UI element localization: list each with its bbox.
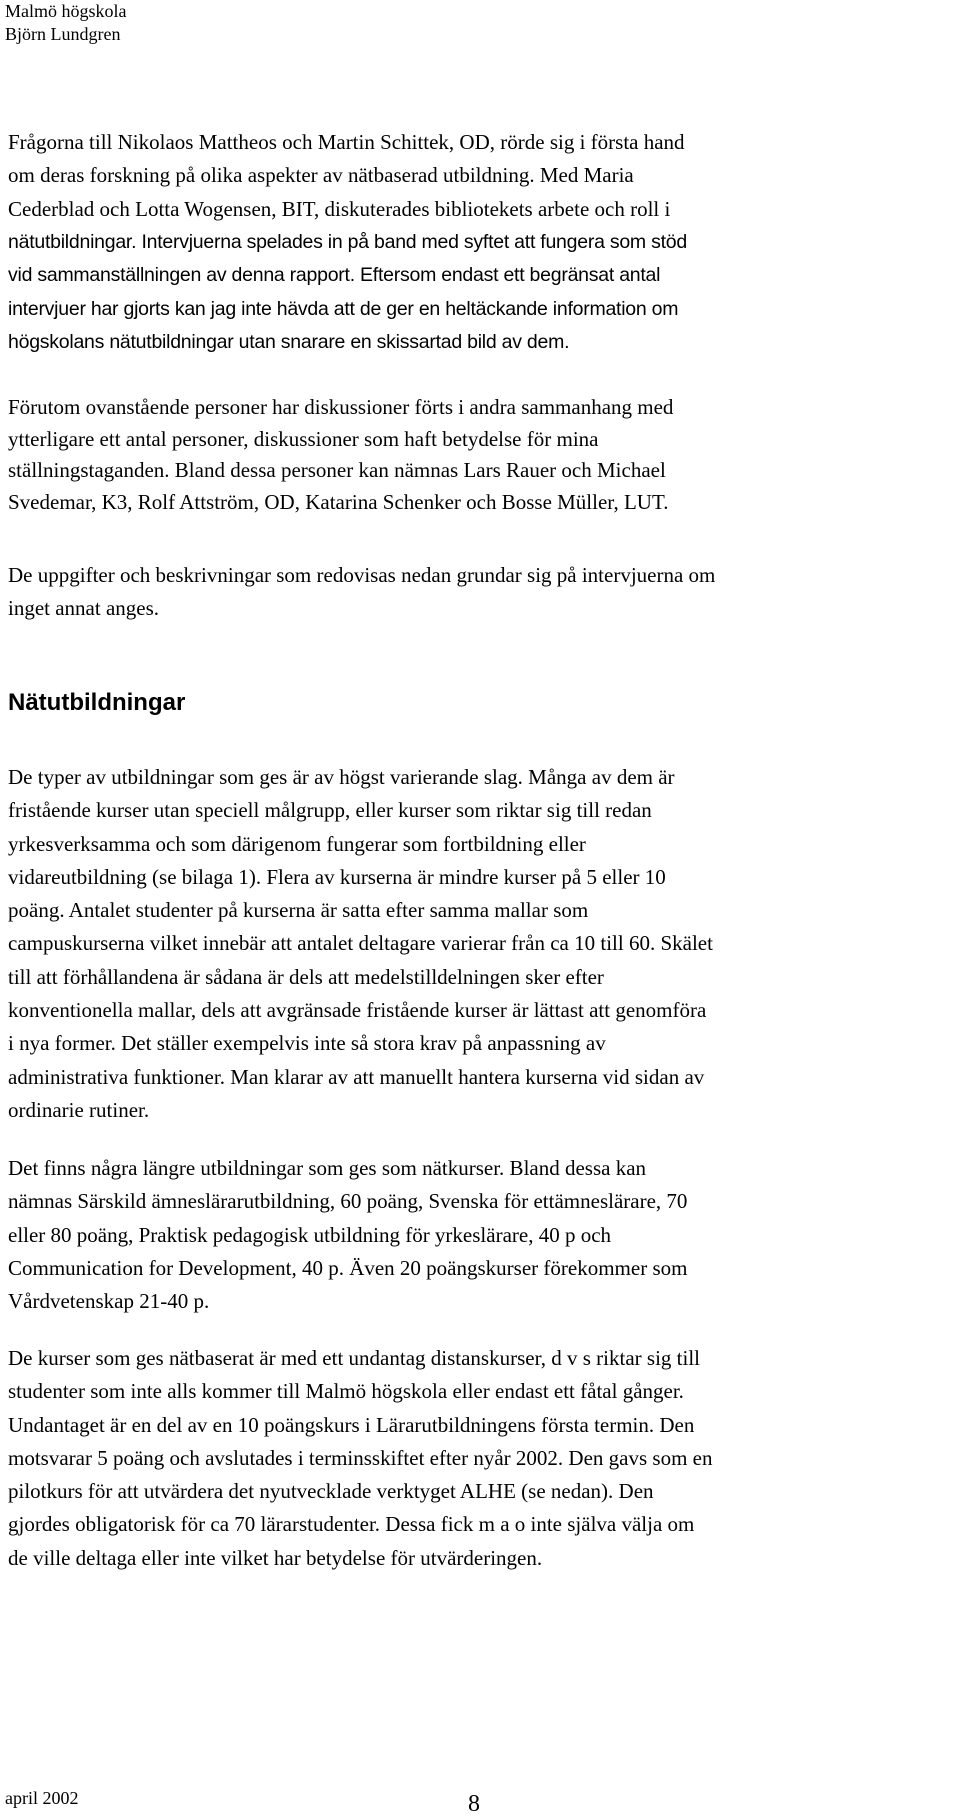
paragraph-line: De kurser som ges nätbaserat är med ett undantag distanskurser, d v s riktar sig till: [8, 1346, 700, 1370]
page-number: 8: [468, 1791, 480, 1817]
paragraph-sources: [8, 559, 958, 626]
paragraph-line: de ville deltaga eller inte vilket har betydelse för utvärderingen.: [8, 1545, 543, 1570]
paragraph-line: nätutbildningar. Intervjuerna spelades in på band med syftet att fungera som stöd: [8, 231, 687, 253]
page-header: [5, 0, 127, 46]
paragraph-interviews-cont: [8, 226, 958, 359]
paragraph-line: gjordes obligatorisk för ca 70 lärarstudenter. Dessa fick m a o inte själva välja om: [8, 1512, 695, 1537]
paragraph-line: Cederblad och Lotta Wogensen, BIT, diskuterades bibliotekets arbete och roll i: [8, 196, 671, 221]
paragraph-line: poäng. Antalet studenter på kurserna är satta efter samma mallar som: [8, 898, 589, 923]
paragraph-distance-courses: [8, 1342, 958, 1575]
paragraph-line: eller 80 poäng, Praktisk pedagogisk utbildning för yrkeslärare, 40 p och: [8, 1222, 612, 1247]
paragraph-line: till att förhållandena är sådana är dels att medelstilldelningen sker efter: [8, 964, 604, 989]
footer-date: april 2002: [5, 1788, 79, 1808]
header-institution: Malmö högskola: [5, 1, 127, 21]
paragraph-line: intervjuer har gjorts kan jag inte hävda att de ger en heltäckande information om: [8, 297, 679, 320]
paragraph-line: ordinarie rutiner.: [8, 1097, 150, 1122]
paragraph-line: De typer av utbildningar som ges är av högst varierande slag. Många av dem är: [8, 765, 675, 789]
paragraph-line: studenter som inte alls kommer till Malmö högskola eller endast ett fåtal gånger.: [8, 1379, 684, 1404]
paragraph-line: administrativa funktioner. Man klarar av att manuellt hantera kurserna vid sidan av: [8, 1064, 705, 1089]
section-heading: Nätutbildningar: [8, 689, 186, 716]
paragraph-line: Communication for Development, 40 p. Även 20 poängskurser förekommer som: [8, 1255, 688, 1280]
paragraph-line: De uppgifter och beskrivningar som redovisas nedan grundar sig på intervjuerna om: [8, 563, 716, 587]
header-author: Björn Lundgren: [5, 24, 121, 44]
paragraph-line: Undantaget är en del av en 10 poängskurs i Lärarutbildningens första termin. Den: [8, 1412, 695, 1437]
paragraph-longer-programs: [8, 1152, 958, 1318]
paragraph-line: Frågorna till Nikolaos Mattheos och Martin Schittek, OD, rörde sig i första hand: [8, 130, 685, 154]
paragraph-line: konventionella mallar, dels att avgränsade fristående kurser är lättast att genomföra: [8, 998, 707, 1023]
paragraph-discussions: [8, 392, 958, 518]
paragraph-line: högskolans nätutbildningar utan snarare en skissartad bild av dem.: [8, 330, 570, 353]
paragraph-line: motsvarar 5 poäng och avslutades i terminsskiftet efter nyår 2002. Den gavs som en: [8, 1445, 713, 1470]
paragraph-line: pilotkurs för att utvärdera det nyutvecklade verktyget ALHE (se nedan). Den: [8, 1479, 654, 1504]
paragraph-line: Svedemar, K3, Rolf Attström, OD, Katarina Schenker och Bosse Müller, LUT.: [8, 489, 669, 514]
paragraph-line: fristående kurser utan speciell målgrupp, eller kurser som riktar sig till redan: [8, 798, 652, 823]
paragraph-line: Förutom ovanstående personer har diskussioner förts i andra sammanhang med: [8, 395, 674, 419]
paragraph-line: inget annat anges.: [8, 596, 160, 621]
paragraph-line: i nya former. Det ställer exempelvis inte så stora krav på anpassning av: [8, 1031, 606, 1056]
paragraph-line: campuskurserna vilket innebär att antalet deltagare varierar från ca 10 till 60. Skälet: [8, 931, 713, 956]
paragraph-line: vid sammanställningen av denna rapport. Eftersom endast ett begränsat antal: [8, 264, 661, 287]
paragraph-line: ytterligare ett antal personer, diskussioner som haft betydelse för mina: [8, 426, 599, 451]
paragraph-line: om deras forskning på olika aspekter av nätbaserad utbildning. Med Maria: [8, 163, 634, 188]
paragraph-line: Vårdvetenskap 21-40 p.: [8, 1289, 210, 1314]
paragraph-line: Det finns några längre utbildningar som ges som nätkurser. Bland dessa kan: [8, 1156, 647, 1180]
paragraph-line: yrkesverksamma och som därigenom fungerar som fortbildning eller: [8, 831, 586, 856]
paragraph-interviews: [8, 126, 958, 226]
paragraph-line: nämnas Särskild ämneslärarutbildning, 60 poäng, Svenska för ettämneslärare, 70: [8, 1189, 688, 1214]
paragraph-course-types: [8, 761, 958, 1127]
paragraph-line: ställningstaganden. Bland dessa personer kan nämnas Lars Rauer och Michael: [8, 458, 666, 482]
paragraph-line: vidareutbildning (se bilaga 1). Flera av kurserna är mindre kurser på 5 eller 10: [8, 864, 666, 889]
